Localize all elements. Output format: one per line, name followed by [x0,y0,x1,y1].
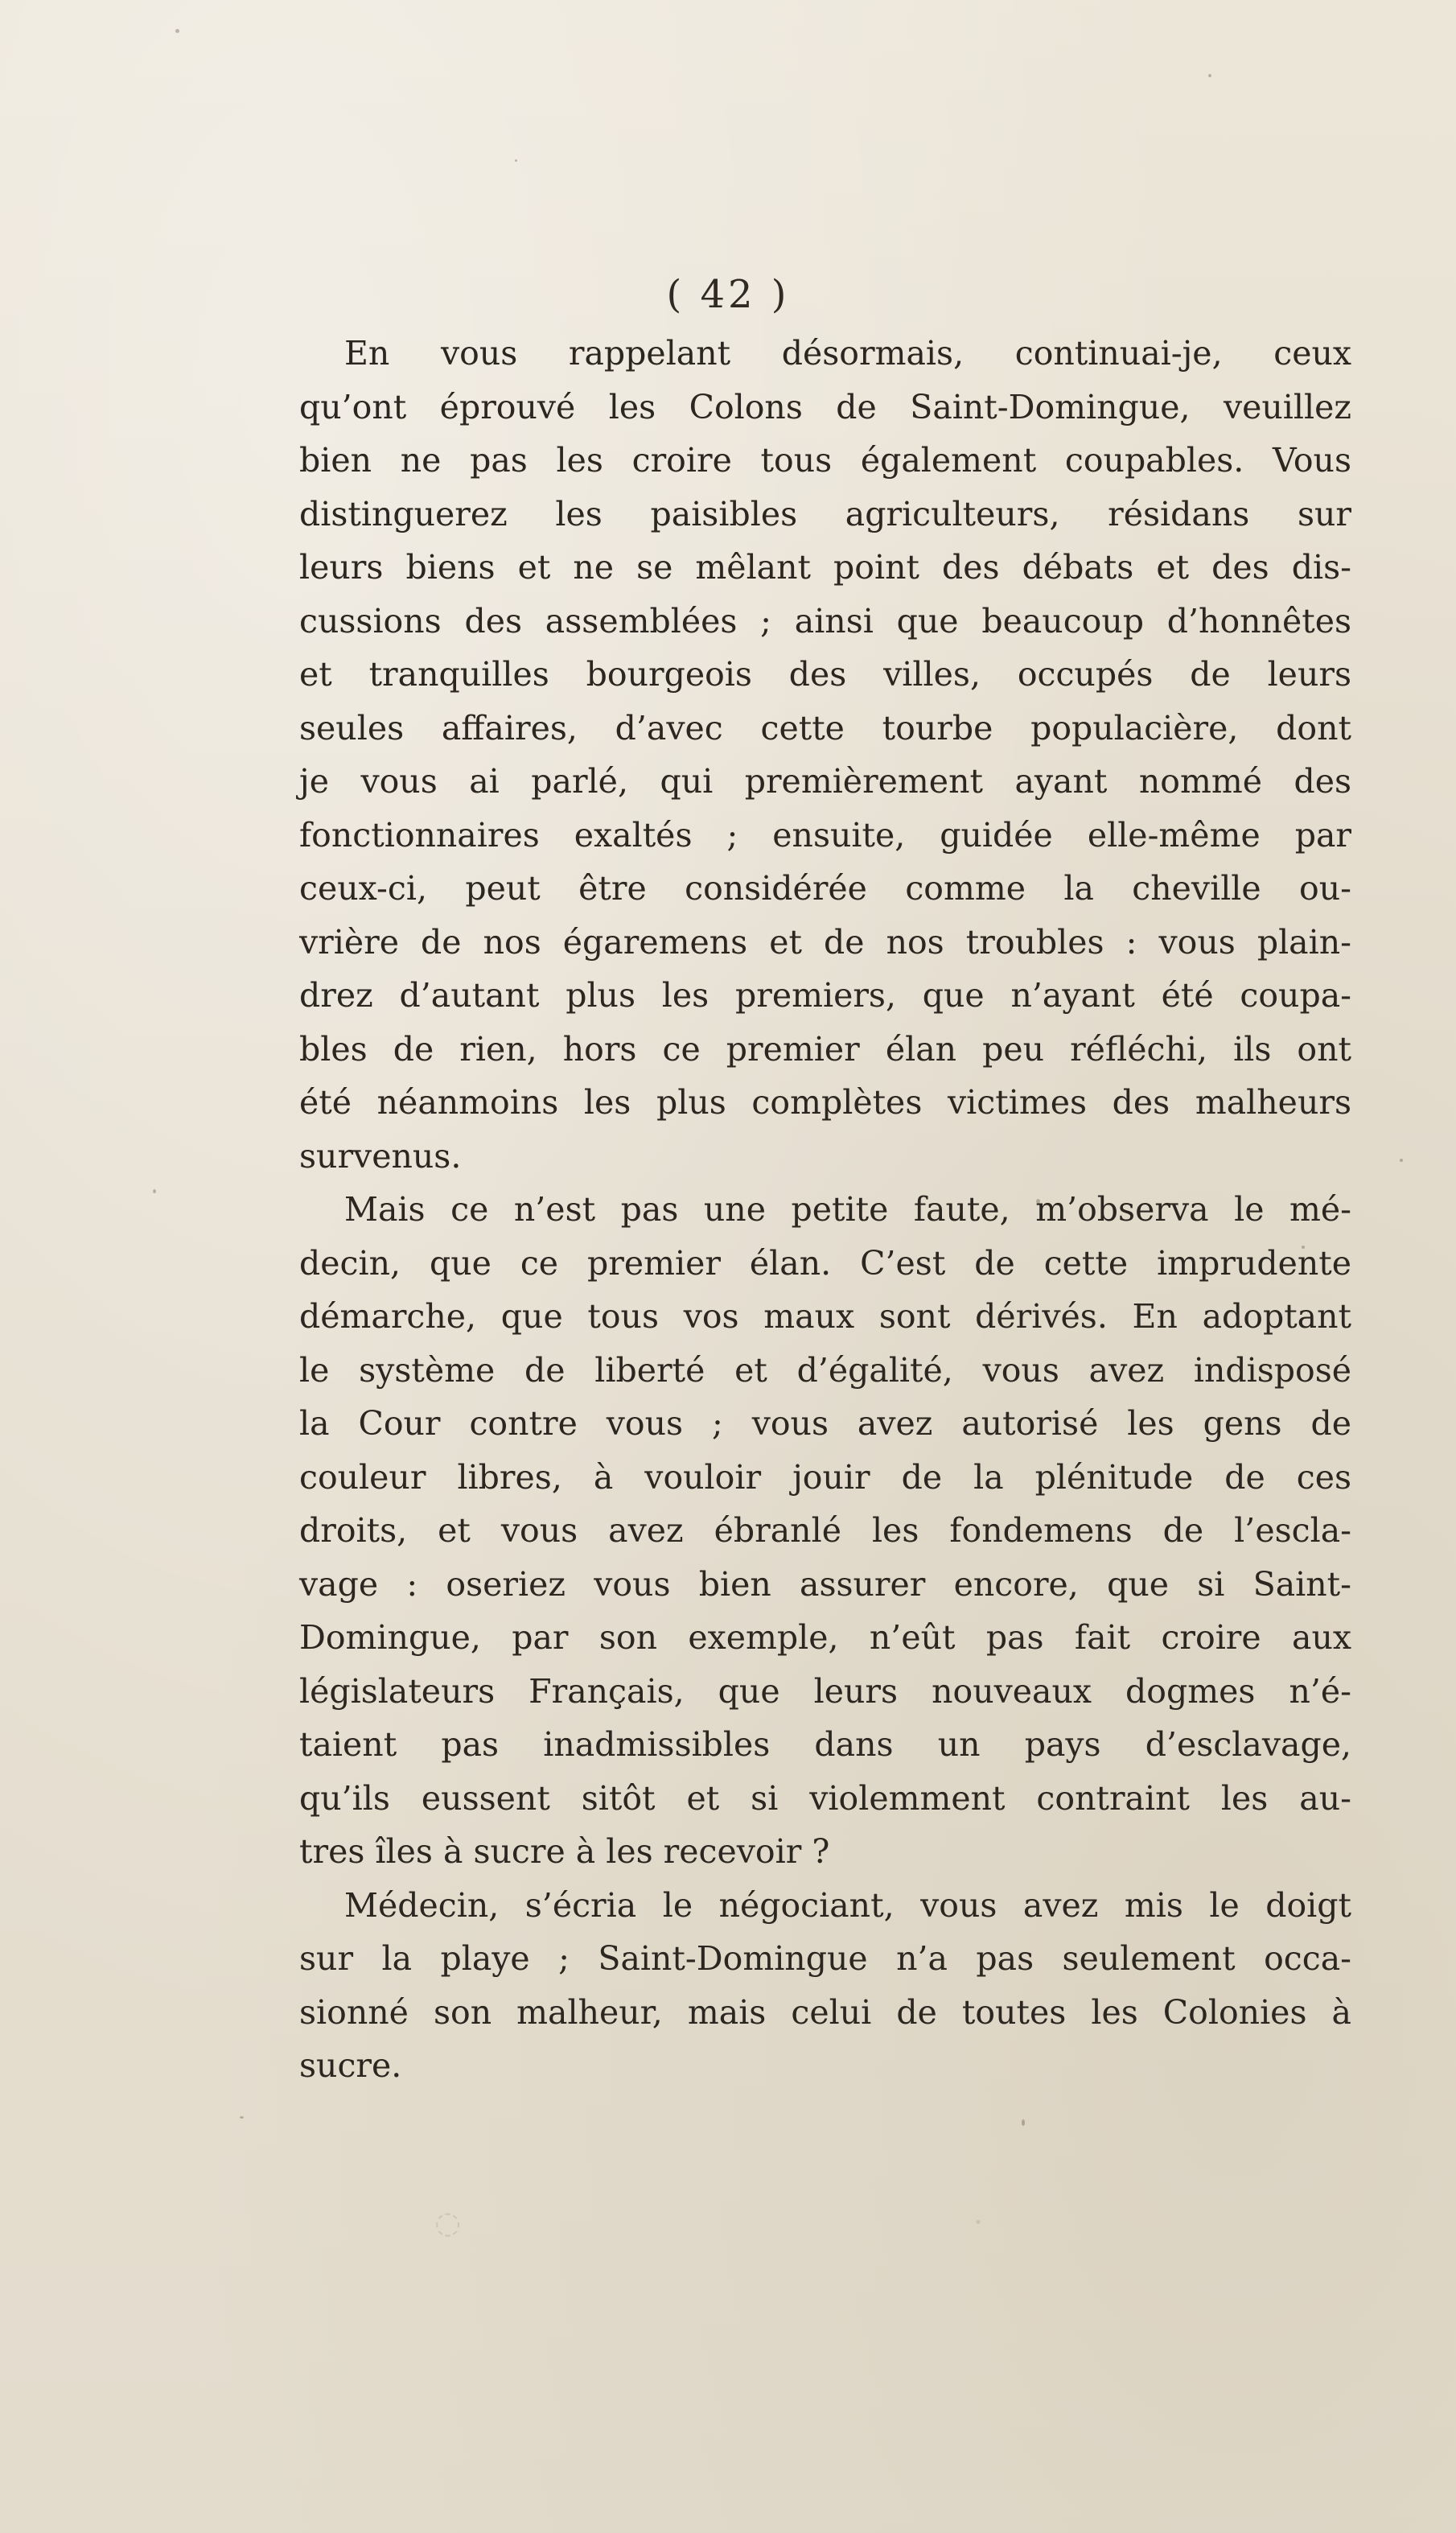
text-line: tres îles à sucre à les recevoir ? [299,1832,830,1871]
text-line: sucre. [299,2046,402,2085]
paper-speckle [515,159,517,162]
paper-speckle [175,29,179,33]
text-line: couleur libres, à vouloir jouir de la plénitude de ces [299,1457,1351,1497]
text-line: decin, que ce premier élan. C’est de cette imprudente [299,1243,1351,1283]
text-line: sur la playe ; Saint-Domingue n’a pas seulement occa- [299,1939,1351,1978]
text-line: et tranquilles bourgeois des villes, occupés de leurs [299,655,1351,694]
text-line: la Cour contre vous ; vous avez autorisé les gens de [299,1404,1351,1443]
text-line: ceux-ci, peut être considérée comme la cheville ou- [299,869,1351,908]
text-line: le système de liberté et d’égalité, vous avez indisposé [299,1350,1351,1390]
text-line: Domingue, par son exemple, n’eût pas fait croire aux [299,1618,1351,1657]
text-line: cussions des assemblées ; ainsi que beaucoup d’honnêtes [299,601,1351,640]
text-line: sionné son malheur, mais celui de toutes les Colonies à [299,1992,1351,2032]
text-line: Mais ce n’est pas une petite faute, m’observa le mé- [344,1190,1351,1229]
text-line: je vous ai parlé, qui premièrement ayant nommé des [299,762,1351,801]
text-line: distinguerez les paisibles agriculteurs, résidans sur [299,494,1351,533]
paragraph [299,1183,1351,1879]
text-line: démarche, que tous vos maux sont dérivés. En adoptant [299,1297,1351,1336]
paper-speckle [1208,74,1211,77]
text-line: fonctionnaires exaltés ; ensuite, guidée elle-même par [299,815,1351,855]
show-through-mark: · [973,2205,984,2240]
paper-speckle [1022,2119,1025,2126]
text-line: législateurs Français, que leurs nouveaux dogmes n’é- [299,1671,1351,1711]
text-line: En vous rappelant désormais, continuai-je, ceux [344,334,1351,373]
text-line: bles de rien, hors ce premier élan peu réfléchi, ils ont [299,1029,1351,1069]
text-line: été néanmoins les plus complètes victimes des malheurs [299,1083,1351,1122]
text-line: vrière de nos égaremens et de nos troubles : vous plain- [299,922,1351,962]
paper-speckle [153,1189,156,1193]
paragraph [299,1879,1351,2093]
paper-speckle [1400,1159,1403,1162]
text-line: drez d’autant plus les premiers, que n’ayant été coupa- [299,976,1351,1015]
text-line: bien ne pas les croire tous également coupables. Vous [299,441,1351,480]
paper-speckle [240,2116,244,2119]
body-text [299,327,1351,2093]
text-line: survenus. [299,1136,462,1176]
text-line: qu’ils eussent sitôt et si violemment contraint les au- [299,1778,1351,1818]
text-line: Médecin, s’écria le négociant, vous avez mis le doigt [344,1885,1351,1925]
text-line: qu’ont éprouvé les Colons de Saint-Domingue, veuillez [299,387,1351,426]
text-line: leurs biens et ne se mêlant point des débats et des dis- [299,548,1351,587]
show-through-mark: ◌ [434,2205,462,2240]
page-number: ( 42 ) [666,272,790,317]
text-line: taient pas inadmissibles dans un pays d’esclavage, [299,1725,1351,1764]
text-line: droits, et vous avez ébranlé les fondemens de l’escla- [299,1511,1351,1550]
text-line: seules affaires, d’avec cette tourbe populacière, dont [299,708,1351,748]
text-line: vage : oseriez vous bien assurer encore, que si Saint- [299,1564,1351,1604]
paragraph [299,327,1351,1183]
